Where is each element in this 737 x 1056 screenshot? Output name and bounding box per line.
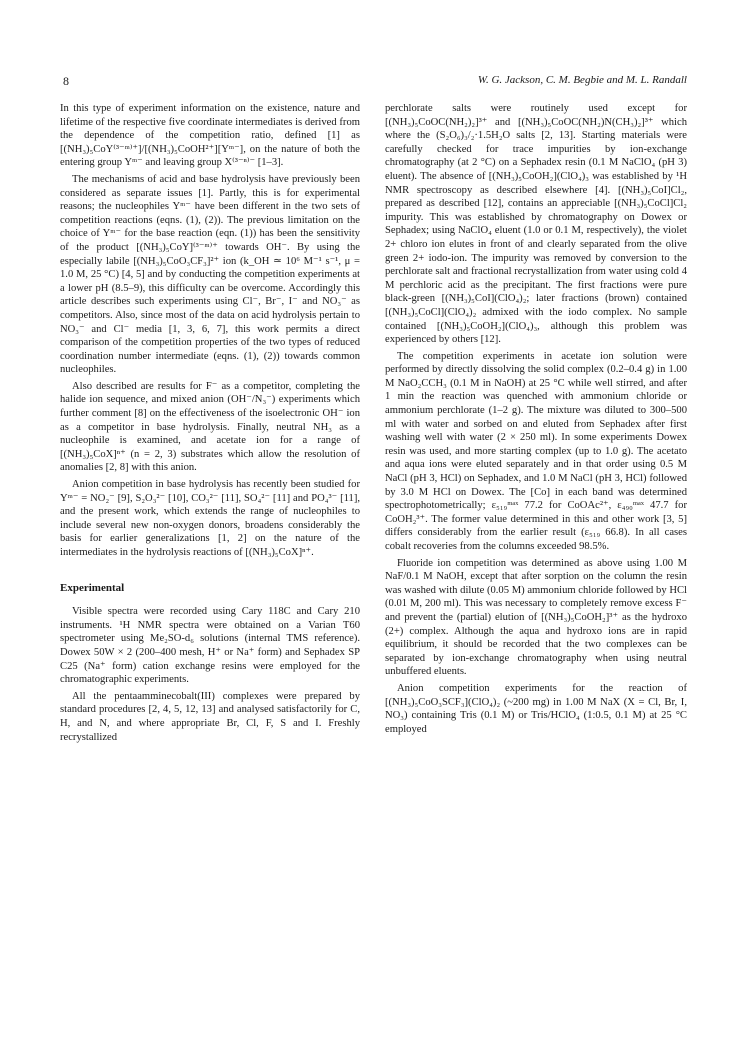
right-column	[385, 102, 687, 739]
right-paragraph-4: Anion competition experiments for the reaction of [(NH₃)₅CoO₃SCF₃](ClO₄)₂ (~200 mg) in 1.00 M NaX (X = Cl, Br, I, NO₃) containing Tris (0.1 M) or Tris/HClO₄ (1:0.5, 0.1 M) at 25 °C employed	[385, 682, 687, 735]
left-paragraph-2: The mechanisms of acid and base hydrolysis have previously been considered as separate issues [1]. Partly, this is for experimental reasons; the nucleophiles Yᵐ⁻ have been different in the two sets of competition reactions (eqns. (1), (2)). The previous limitation on the choice of Yᵐ⁻ for the base reaction (eqn. (1)) has been the sensitivity of the product [(NH₃)₅CoY]⁽³⁻ᵐ⁾⁺ towards OH⁻. By using the especially labile [(NH₃)₅CoO₃CF₃]²⁺ ion (k_OH ≃ 10⁶ M⁻¹ s⁻¹, μ = 1.0 M, 25 °C) [4, 5] and by conducting the competition experiments at a lower pH (8.5–9), this difficulty can be overcome. Accordingly this article describes such experiments using Cl⁻, Br⁻, I⁻ and NO₃⁻ as competitors. Also, since most of the data on acid hydrolysis pertain to NO₃⁻ and Cl⁻ media [1, 3, 6, 7], this work permits a direct comparison of the competition properties of the two types of reduced coordination number intermediate (eqns. (1), (2)) towards common nucleophiles.	[60, 173, 360, 376]
right-paragraph-3: Fluoride ion competition was determined as above using 1.00 M NaF/0.1 M NaOH, except that after sorption on the column the resin was washed with dilute (0.05 M) ammonium chloride followed by HCl (0.01 M, 200 ml). This was necessary to completely remove excess F⁻ and prevent the (partial) elution of [(NH₃)₅CoOH₂]³⁺ as the hydroxo (2+) complex. Although the aqua and hydroxo ions are in rapid equilibrium, it should be recorded that the two complexes can be separated by ion-exchange chromatography when using neutral unbuffered eluents.	[385, 557, 687, 678]
left-paragraph-6: All the pentaamminecobalt(III) complexes were prepared by standard procedures [2, 4, 5, 12, 13] and analysed satisfactorily for C, H, and N, and where appropriate Br, Cl, F, S and I. Freshly recrystallized	[60, 690, 360, 743]
right-paragraph-1: perchlorate salts were routinely used except for [(NH₃)₅CoOC(NH₂)₂]³⁺ and [(NH₃)₅CoOC(NH₂)N(CH₃)₂]³⁺ which where the (S₂O₆)₃/₂·1.5H₂O salts [2, 13]. Starting materials were carefully checked for trace impurities by ion-exchange chromatography (at 2 °C) on a Sephadex resin (0.1 M NaClO₄ (pH 3) eluent). The absence of [(NH₃)₅CoOH₂](ClO₄)₃ was established by ¹H NMR spectroscopy as described elsewhere [4]. [(NH₃)₅CoI]Cl₂, prepared as described [12], contains an appreciable [(NH₃)₅CoCl]Cl₂ impurity. This was established by chromatography on Dowex or Sephadex; using NaClO₄ eluent (1.0 or 0.1 M, respectively), the violet 2+ chloro ion elutes in front of and clearly separated from the olive green 2+ iodo-ion. The impurity was removed by conversion to the perchlorate salt and fractional recrystallization from water using cold 4 M perchloric acid as the precipitant. The first fractions were pure black-green [(NH₃)₅CoI](ClO₄)₂; later fractions (brown) contained [(NH₃)₅CoCl](ClO₄)₂ admixed with the iodo complex. No sample contained [(NH₃)₅CoOH₂](ClO₄)₃, although this problem was experienced by others [12].	[385, 103, 687, 346]
left-paragraph-1: In this type of experiment information on the existence, nature and lifetime of the respective five coordinate intermediates is derived from the dependence of the competition ratio, defined [1] as [(NH₃)₅CoY⁽³⁻ᵐ⁾⁺]/[(NH₃)₅CoOH²⁺][Yᵐ⁻], on the nature of both the entering group Yᵐ⁻ and leaving group X⁽³⁻ⁿ⁾⁻ [1–3].	[60, 103, 360, 169]
running-head: W. G. Jackson, C. M. Begbie and M. L. Randall	[477, 74, 687, 86]
right-paragraph-2: The competition experiments in acetate ion solution were performed by directly dissolving the solid complex (0.2–0.4 g) in 1.00 M NaO₂CCH₃ (0.1 M in NaOH) at 25 °C while well stirred, and after 1 min the reaction was quenched with ammonium chloride or ammonium perchlorate (1–2 g). The mixture was diluted to 300–500 ml with water and sorbed on and eluted from Sephadex after first washing well with water (2 × 250 ml). In some experiments Dowex resin was used, and more starting complex (up to 1.0 g). The acetato and aqua ions were eluted separately and in that order using 0.5 M NaCl (pH 3, HCl) on Sephadex, and 1.0 M NaCl (pH 3, HCl) followed by 3.0 M HCl on Dowex. The [Co] in each band was determined spectrophotometrically; ε₅₁₉ᵐᵃˣ 77.2 for CoOAc²⁺, ε₄₉₀ᵐᵃˣ 47.7 for CoOH₂³⁺. The former value determined in this and other work [3, 5] differs considerably from the earlier result (ε₅₁₉ 66.8). In all cases cobalt recoveries from the columns exceeded 98.5%.	[385, 350, 687, 552]
section-heading-experimental: Experimental	[60, 581, 125, 594]
left-paragraph-5: Visible spectra were recorded using Cary 118C and Cary 210 instruments. ¹H NMR spectra were obtained on a Varian T60 spectrometer using Me₂SO-d₆ solutions (internal TMS reference). Dowex 50W × 2 (200–400 mesh, H⁺ or Na⁺ form) and Sephadex SP C25 (Na⁺ form) cation exchange resins were employed for the chromatographic experiments.	[60, 606, 360, 686]
left-paragraph-3: Also described are results for F⁻ as a competitor, completing the halide ion sequence, and mixed anion (OH⁻/N₃⁻) experiments which further comment [8] on the effectiveness of the isoelectronic OH⁻ ion as a competitor in base hydrolysis. Finally, neutral NH₃ as a nucleophile is examined, and acetate ion for a range of [(NH₃)₅CoX]ⁿ⁺ (n = 2, 3) substrates which allow the resolution of anomalies [2, 8] with this anion.	[60, 380, 360, 474]
left-paragraph-4: Anion competition in base hydrolysis has recently been studied for Yᵐ⁻ = NO₂⁻ [9], S₂O₃²⁻ [10], CO₃²⁻ [11], SO₄²⁻ [11] and PO₄³⁻ [11], and the present work, which extends the range of nucleophiles to include several new non-oxygen donors, broadens considerably the basis for earlier generalizations [1, 2] on the nature of the intermediates in the hydrolysis reactions of [(NH₃)₅CoX]ⁿ⁺.	[60, 479, 360, 558]
page-number: 8	[63, 74, 69, 88]
left-column	[60, 102, 360, 747]
